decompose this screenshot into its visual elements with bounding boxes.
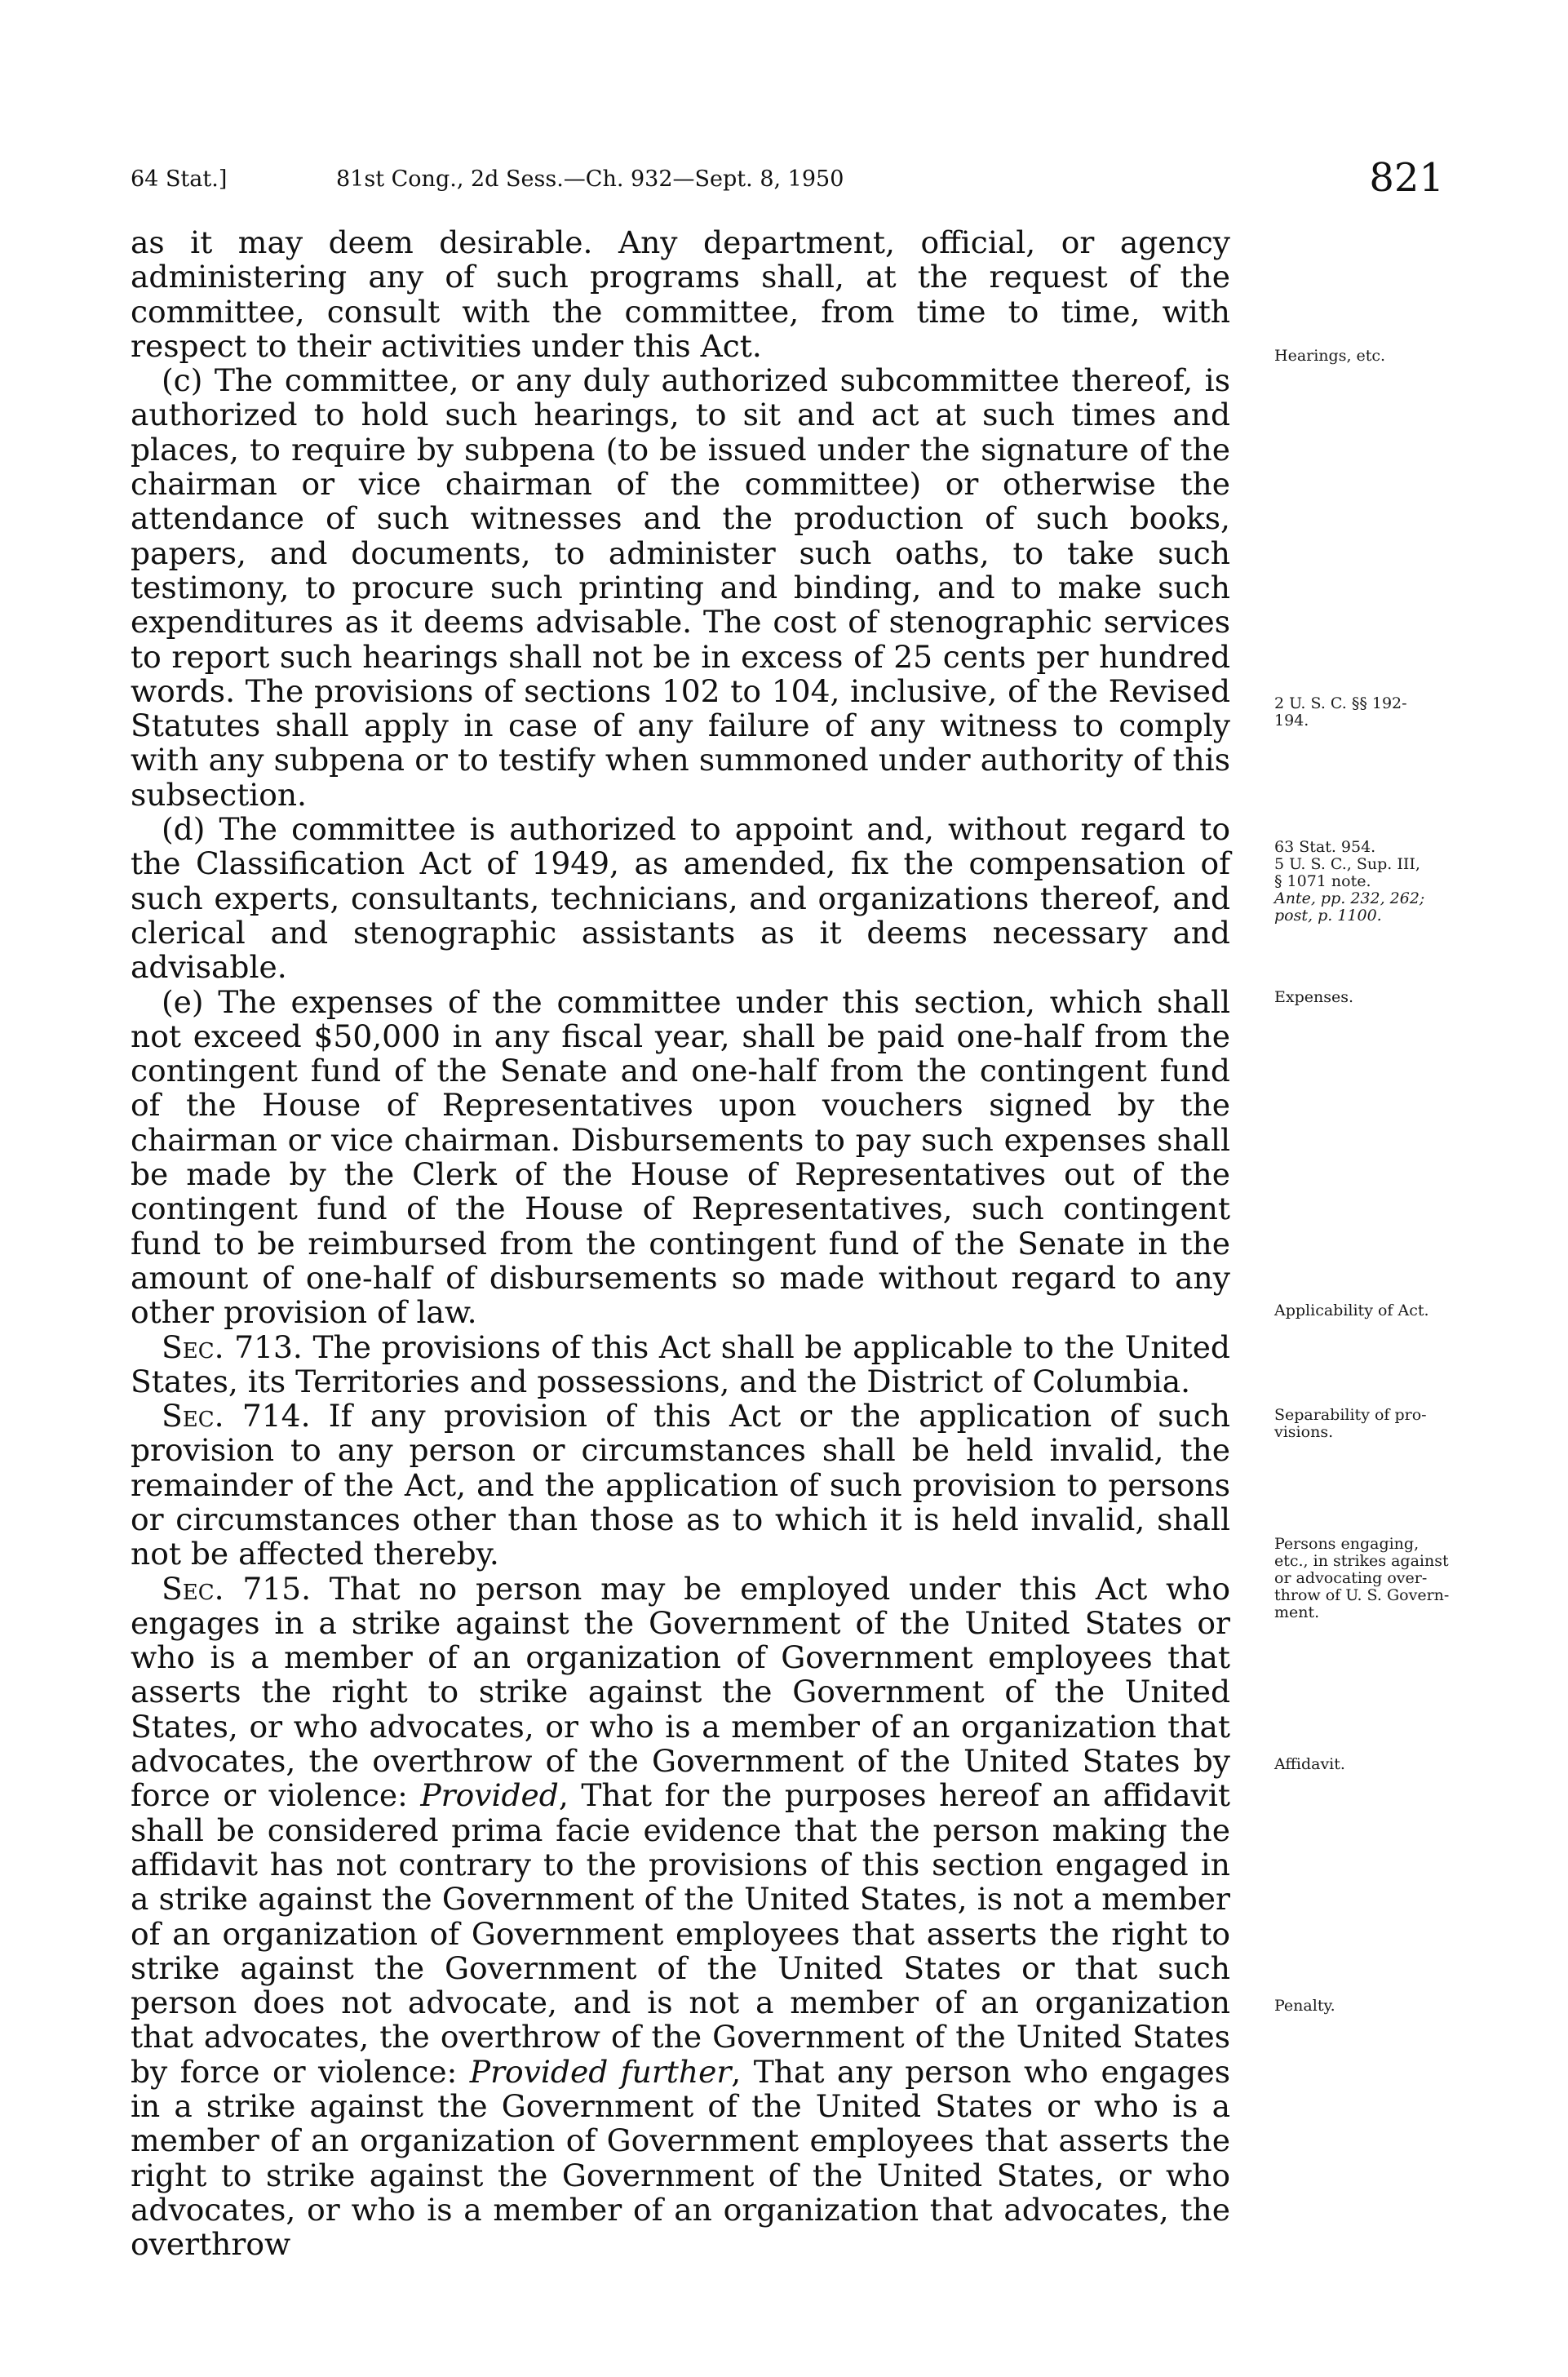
section-label: Sec. 715. <box>162 1570 312 1607</box>
section-715 <box>131 1572 1230 2262</box>
statute-text <box>131 225 1230 2262</box>
margin-note-usc: 2 U. S. C. §§ 192- 194. <box>1274 694 1407 730</box>
paragraph-continuation: as it may deem desirable. Any department, official, or agency administering any of such programs shall, at the request of the committee, consult with the committee, from time to time, with respect to their activities under this Act. <box>131 224 1230 364</box>
margin-note-penalty: Penalty. <box>1274 1997 1335 2015</box>
proviso-term: Provided <box>420 1777 559 1814</box>
subsection-c: (c) The committee, or any duly authorized subcommittee thereof, is authorized to hold such hearings, to sit and act at such times and places, to require by subpena (to be issued under the signature of the chairman or vice chairman of the committee) or otherwise the attendance of such witnesses and the production of such books, papers, and documents, to administer such oaths, to take such testimony, to procure such printing and binding, and to make such expenditures as it deems advisable. The cost of stenographic services to report such hearings shall not be in excess of 25 cents per hundred words. The provisions of sections 102 to 104, inclusive, of the Revised Statutes shall apply in case of any failure of any witness to comply with any subpena or to testify when summoned under authority of this subsection. <box>131 362 1230 813</box>
section-714 <box>131 1399 1230 1571</box>
session-chapter-line: 81st Cong., 2d Sess.—Ch. 932—Sept. 8, 1950 <box>336 166 844 192</box>
margin-note-applicability: Applicability of Act. <box>1274 1302 1429 1319</box>
section-label: Sec. 713. <box>162 1328 303 1365</box>
section-text: The provisions of this Act shall be applicable to the United States, its Territories and possessions, and the District of Columbia. <box>131 1328 1230 1399</box>
margin-note-persons: Persons engaging, etc., in strikes against or advocating over- throw of U. S. Govern- ment. <box>1274 1535 1450 1621</box>
section-text: , That any person who engages in a strike against the Government of the United States or who is a member of an organization of Government employees that asserts the right to strike against the Government of the United States, or who advocates, or who is a member of an organization that advocates, the overthrow <box>131 2053 1230 2263</box>
page-number: 821 <box>1369 155 1444 201</box>
section-text: , That for the purposes hereof an affidavit shall be considered prima facie evidence that the person making the affidavit has not contrary to the provisions of this section engaged in a strike against the Government of the United States, is not a member of an organization of Government employees that asserts the right to strike against the Government of the United States or that such person does not advocate, and is not a member of an organization that advocates, the overthrow of the Government of the United States by force or violence: <box>131 1777 1230 2090</box>
margin-note-affidavit: Affidavit. <box>1274 1755 1345 1773</box>
section-713 <box>131 1330 1230 1399</box>
margin-note-expenses: Expenses. <box>1274 988 1354 1006</box>
subsection-e: (e) The expenses of the committee under this section, which shall not exceed $50,000 in any fiscal year, shall be paid one-half from the contingent fund of the Senate and one-half from the contingent fund of the House of Representatives upon vouchers signed by the chairman or vice chairman. Disbursements to pay such expenses shall be made by the Clerk of the House of Representatives out of the contingent fund of the House of Representatives, such contingent fund to be reimbursed from the contingent fund of the Senate in the amount of one-half of disbursements so made without regard to any other provision of law. <box>131 983 1230 1331</box>
section-text: If any provision of this Act or the application of such provision to any person or circumstances shall be held invalid, the remainder of the Act, and the application of such provision to persons or circumstances other than those as to which it is held invalid, shall not be affected thereby. <box>131 1398 1230 1572</box>
margin-note-separability: Separability of pro- visions. <box>1274 1406 1427 1441</box>
section-label: Sec. 714. <box>162 1398 311 1435</box>
proviso-further-term: Provided further <box>469 2053 732 2090</box>
page-header <box>131 155 1468 212</box>
margin-note-stat: 63 Stat. 954. 5 U. S. C., Sup. III, § 1071 note. Ante, pp. 232, 262; post, p. 1100. <box>1274 838 1425 925</box>
subsection-d: (d) The committee is authorized to appoint and, without regard to the Classification Act of 1949, as amended, fix the compensation of such experts, consultants, technicians, and organizations thereof, and clerical and stenographic assistants as it deems necessary and advisable. <box>131 811 1230 986</box>
margin-note-hearings: Hearings, etc. <box>1274 347 1386 365</box>
section-text: That no person may be employed under this Act who engages in a strike against the Government of the United States or who is a member of an organization of Government employees that asserts the right to strike against the Government of the United States, or who advocates, or who is a member of an organization that advocates, the overthrow of the Government of the United States by force or violence: <box>131 1570 1230 1814</box>
volume-reference: 64 Stat.] <box>131 166 228 192</box>
